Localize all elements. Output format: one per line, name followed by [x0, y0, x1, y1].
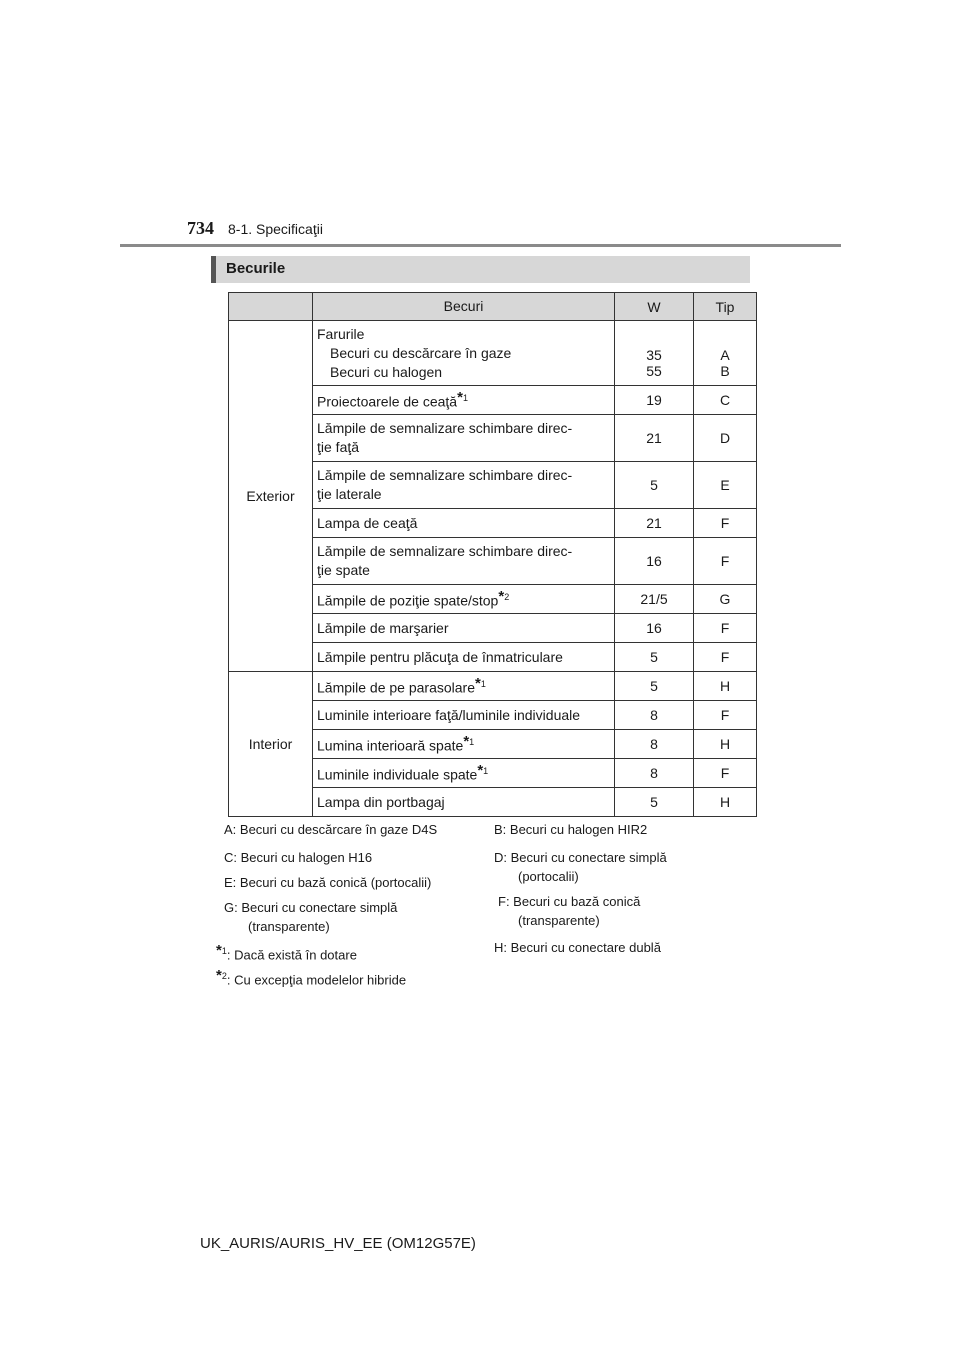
bulb-name: Lampa de ceaţă	[313, 509, 615, 538]
bulb-watt: 8	[615, 759, 694, 788]
header-tip: Tip	[694, 293, 757, 321]
bulb-name: Lămpile de marşarier	[313, 614, 615, 643]
footnote-ref: 1	[483, 765, 489, 776]
bulb-name: Lampa din portbagaj	[313, 788, 615, 817]
type-value: A	[720, 346, 730, 363]
bulb-type: H	[694, 788, 757, 817]
bulb-name-text: Lămpile de pe parasolare	[317, 679, 475, 696]
bulb-watt: 21/5	[615, 585, 694, 614]
watt-value: 35	[646, 346, 662, 363]
bulb-name-line: Lămpile de semnalizare schimbare direc-	[317, 467, 573, 483]
bulb-name	[313, 538, 615, 585]
bulb-name-line: ţie laterale	[317, 486, 382, 502]
page-header	[187, 218, 323, 239]
bulb-name: Luminile interioare faţă/luminile individuale	[313, 701, 615, 730]
type-value: B	[720, 362, 730, 379]
bulb-watt	[615, 321, 694, 386]
bulb-type: H	[694, 730, 757, 759]
section-name: 8-1. Specificaţii	[228, 221, 323, 237]
bulb-type: H	[694, 672, 757, 701]
bulb-type: G	[694, 585, 757, 614]
header-empty	[229, 293, 313, 321]
footnote-mark: *	[477, 762, 484, 780]
note-f-line2: (transparente)	[518, 913, 600, 928]
bulb-table	[228, 292, 757, 817]
bulb-type: C	[694, 386, 757, 415]
bulb-name	[313, 759, 615, 788]
bulb-watt: 5	[615, 643, 694, 672]
bulb-type: F	[694, 643, 757, 672]
footnote-mark: *	[216, 942, 222, 960]
bulb-name	[313, 672, 615, 701]
note-d-line2: (portocalii)	[518, 869, 579, 884]
footnote-text: : Dacă există în dotare	[226, 947, 357, 963]
bulb-type: F	[694, 759, 757, 788]
footnote-mark: *	[498, 588, 505, 606]
table-header-row	[229, 293, 757, 321]
bulb-name-main: Farurile	[317, 325, 365, 342]
bulb-name	[313, 462, 615, 509]
header-w: W	[615, 293, 694, 321]
table-row	[229, 321, 757, 386]
bulb-type: F	[694, 509, 757, 538]
bulb-type: D	[694, 415, 757, 462]
note-h: H: Becuri cu conectare dublă	[494, 940, 661, 955]
bulb-watt: 8	[615, 701, 694, 730]
watt-value: 55	[646, 362, 662, 379]
bulb-name-line: ţie spate	[317, 562, 370, 578]
section-heading-box	[211, 256, 750, 283]
page-number: 734	[187, 218, 214, 238]
bulb-name	[313, 585, 615, 614]
bulb-name-text: Proiectoarele de ceaţă	[317, 393, 458, 410]
footnote-mark: *	[463, 733, 470, 751]
note-g-line2: (transparente)	[248, 919, 330, 934]
footnote-mark: *	[216, 967, 222, 985]
note-d-line1: D: Becuri cu conectare simplă	[494, 850, 667, 865]
header-divider	[120, 244, 841, 247]
bulb-name-text: Lămpile de poziţie spate/stop	[317, 592, 499, 609]
bulb-watt: 16	[615, 614, 694, 643]
footnote-ref: 1	[469, 736, 475, 747]
note-g	[224, 898, 397, 936]
bulb-type: F	[694, 701, 757, 730]
bulb-type	[694, 321, 757, 386]
bulb-watt: 21	[615, 509, 694, 538]
footnote-1	[216, 942, 357, 964]
bulb-type: F	[694, 614, 757, 643]
bulb-name-text: Luminile individuale spate	[317, 766, 478, 783]
footnote-ref: 1	[462, 392, 468, 403]
note-a: A: Becuri cu descărcare în gaze D4S	[224, 822, 438, 837]
bulb-watt: 21	[615, 415, 694, 462]
bulb-name: Lămpile pentru plăcuţa de înmatriculare	[313, 643, 615, 672]
note-f-line1: F: Becuri cu bază conică	[498, 894, 641, 909]
section-heading: Becurile	[226, 260, 286, 277]
footnote-mark: *	[457, 389, 463, 407]
bulb-name-line: ţie faţă	[317, 439, 360, 455]
bulb-type: F	[694, 538, 757, 585]
footnote-number: 1	[221, 946, 227, 956]
bulb-name	[313, 386, 615, 415]
footnote-mark: *	[475, 675, 481, 693]
footnote-ref: 1	[480, 678, 486, 689]
bulb-name-line: Lămpile de semnalizare schimbare direc-	[317, 543, 573, 559]
group-label-exterior: Exterior	[229, 321, 313, 672]
bulb-watt: 5	[615, 672, 694, 701]
bulb-watt: 19	[615, 386, 694, 415]
header-becuri: Becuri	[313, 293, 615, 321]
table-row	[229, 672, 757, 701]
note-e: E: Becuri cu bază conică (portocalii)	[224, 875, 432, 890]
bulb-name	[313, 415, 615, 462]
bulb-subtype: Becuri cu descărcare în gaze	[330, 344, 512, 361]
bulb-name-text: Lumina interioară spate	[317, 737, 464, 754]
bulb-name	[313, 321, 615, 386]
bulb-name	[313, 730, 615, 759]
note-f	[498, 892, 640, 930]
bulb-watt: 5	[615, 462, 694, 509]
bulb-name-line: Lămpile de semnalizare schimbare direc-	[317, 420, 573, 436]
footnote-ref: 2	[504, 591, 510, 602]
note-c: C: Becuri cu halogen H16	[224, 850, 373, 865]
note-d	[494, 848, 667, 886]
bulb-watt: 5	[615, 788, 694, 817]
footnote-number: 2	[221, 971, 227, 981]
bulb-subtype: Becuri cu halogen	[330, 363, 443, 380]
note-b: B: Becuri cu halogen HIR2	[494, 822, 648, 837]
group-label-interior: Interior	[229, 672, 313, 817]
document-footer: UK_AURIS/AURIS_HV_EE (OM12G57E)	[200, 1235, 476, 1252]
bulb-watt: 16	[615, 538, 694, 585]
bulb-type: E	[694, 462, 757, 509]
footnote-2	[216, 967, 406, 989]
note-g-line1: G: Becuri cu conectare simplă	[224, 900, 398, 915]
footnote-text: : Cu excepţia modelelor hibride	[226, 972, 407, 988]
bulb-watt: 8	[615, 730, 694, 759]
